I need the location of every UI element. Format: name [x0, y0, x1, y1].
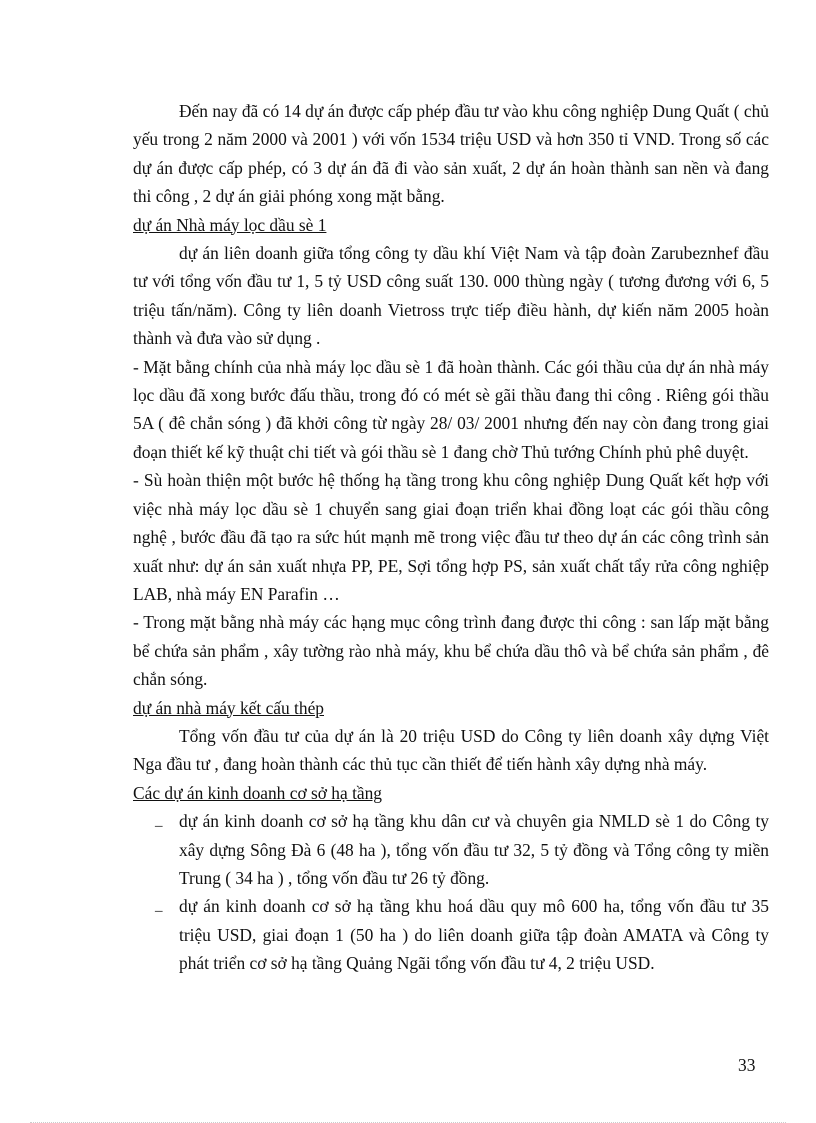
refinery-point-2: - Sù hoàn thiện một bước hệ thống hạ tầng trong khu công nghiệp Dung Quất kết hợp với việc nhà máy lọc dầu sè 1 chuyển sang giai đoạn triển khai đồng loạt các gói thầu công nghệ , bước đầu đã tạo ra sức hút mạnh mẽ trong việc đầu tư theo dự án các công trình sản xuất như: dự án sản xuất nhựa PP, PE, Sợi tổng hợp PS, sản xuất chất tẩy rửa công nghiệp LAB, nhà máy EN Parafin … [133, 470, 769, 604]
list-item-text: dự án kinh doanh cơ sở hạ tầng khu hoá dầu quy mô 600 ha, tổng vốn đầu tư 35 triệu USD, giai đoạn 1 (50 ha ) do liên doanh giữa tập đoàn AMATA và Công ty phát triển cơ sở hạ tầng Quảng Ngãi tổng vốn đầu tư 4, 2 triệu USD. [179, 896, 769, 974]
steel-structure-paragraph: Tổng vốn đầu tư của dự án là 20 triệu USD do Công ty liên doanh xây dựng Việt Nga đầu tư , đang hoàn thành các thủ tục cần thiết để tiến hành xây dựng nhà máy. [133, 725, 769, 775]
list-item [133, 807, 769, 892]
refinery-point-3: - Trong mặt bằng nhà máy các hạng mục công trình đang được thi công : san lấp mặt bằng bể chứa sản phẩm , xây tường rào nhà máy, khu bể chứa dầu thô và bể chứa sản phẩm , đê chắn sóng. [133, 612, 769, 690]
list-item-text: dự án kinh doanh cơ sở hạ tầng khu dân cư và chuyên gia NMLD sè 1 do Công ty xây dựng Sông Đà 6 (48 ha ), tổng vốn đầu tư 32, 5 tỷ đồng và Tổng công ty miền Trung ( 34 ha ) , tổng vốn đầu tư 26 tỷ đồng. [179, 811, 769, 888]
section-heading-steel-structure: dự án nhà máy kết cấu thép [133, 697, 324, 718]
bullet-dash-icon: _ [155, 898, 163, 915]
intro-paragraph: Đến nay đã có 14 dự án được cấp phép đầu tư vào khu công nghiệp Dung Quất ( chủ yếu trong 2 năm 2000 và 2001 ) với vốn 1534 triệu USD và hơn 350 tỉ VND. Trong số các dự án được cấp phép, có 3 dự án đã đi vào sản xuất, 2 dự án hoàn thành san nền và đang thi công , 2 dự án giải phóng xong mặt bằng. [133, 101, 769, 207]
section-heading-refinery: dự án Nhà máy lọc dầu sè 1 [133, 214, 327, 235]
section-heading-infrastructure: Các dự án kinh doanh cơ sở hạ tầng [133, 782, 383, 803]
refinery-point-1: - Mặt bằng chính của nhà máy lọc dầu sè 1 đã hoàn thành. Các gói thầu của dự án nhà máy lọc dầu đã xong bước đấu thầu, trong đó có mét sè gãi thầu đang thi công . Riêng gói thầu 5A ( đê chắn sóng ) đã khởi công từ ngày 28/ 03/ 2001 nhưng đến nay còn đang trong giai đoạn thiết kế kỹ thuật chi tiết và gói thầu sè 1 đang chờ Thủ tướng Chính phủ phê duyệt. [133, 356, 769, 462]
document-body [133, 97, 769, 978]
page-number: 33 [738, 1055, 756, 1075]
infrastructure-list [133, 807, 769, 977]
bullet-dash-icon: _ [155, 813, 163, 830]
list-item [133, 892, 769, 977]
refinery-intro-paragraph: dự án liên doanh giữa tổng công ty dầu khí Việt Nam và tập đoàn Zarubeznhef đầu tư với tổng vốn đầu tư 1, 5 tỷ USD công suất 130. 000 thùng ngày ( tương đương với 6, 5 triệu tấn/năm). Công ty liên doanh Vietross trực tiếp điều hành, dự kiến năm 2005 hoàn thành và đưa vào sử dụng . [133, 243, 769, 349]
